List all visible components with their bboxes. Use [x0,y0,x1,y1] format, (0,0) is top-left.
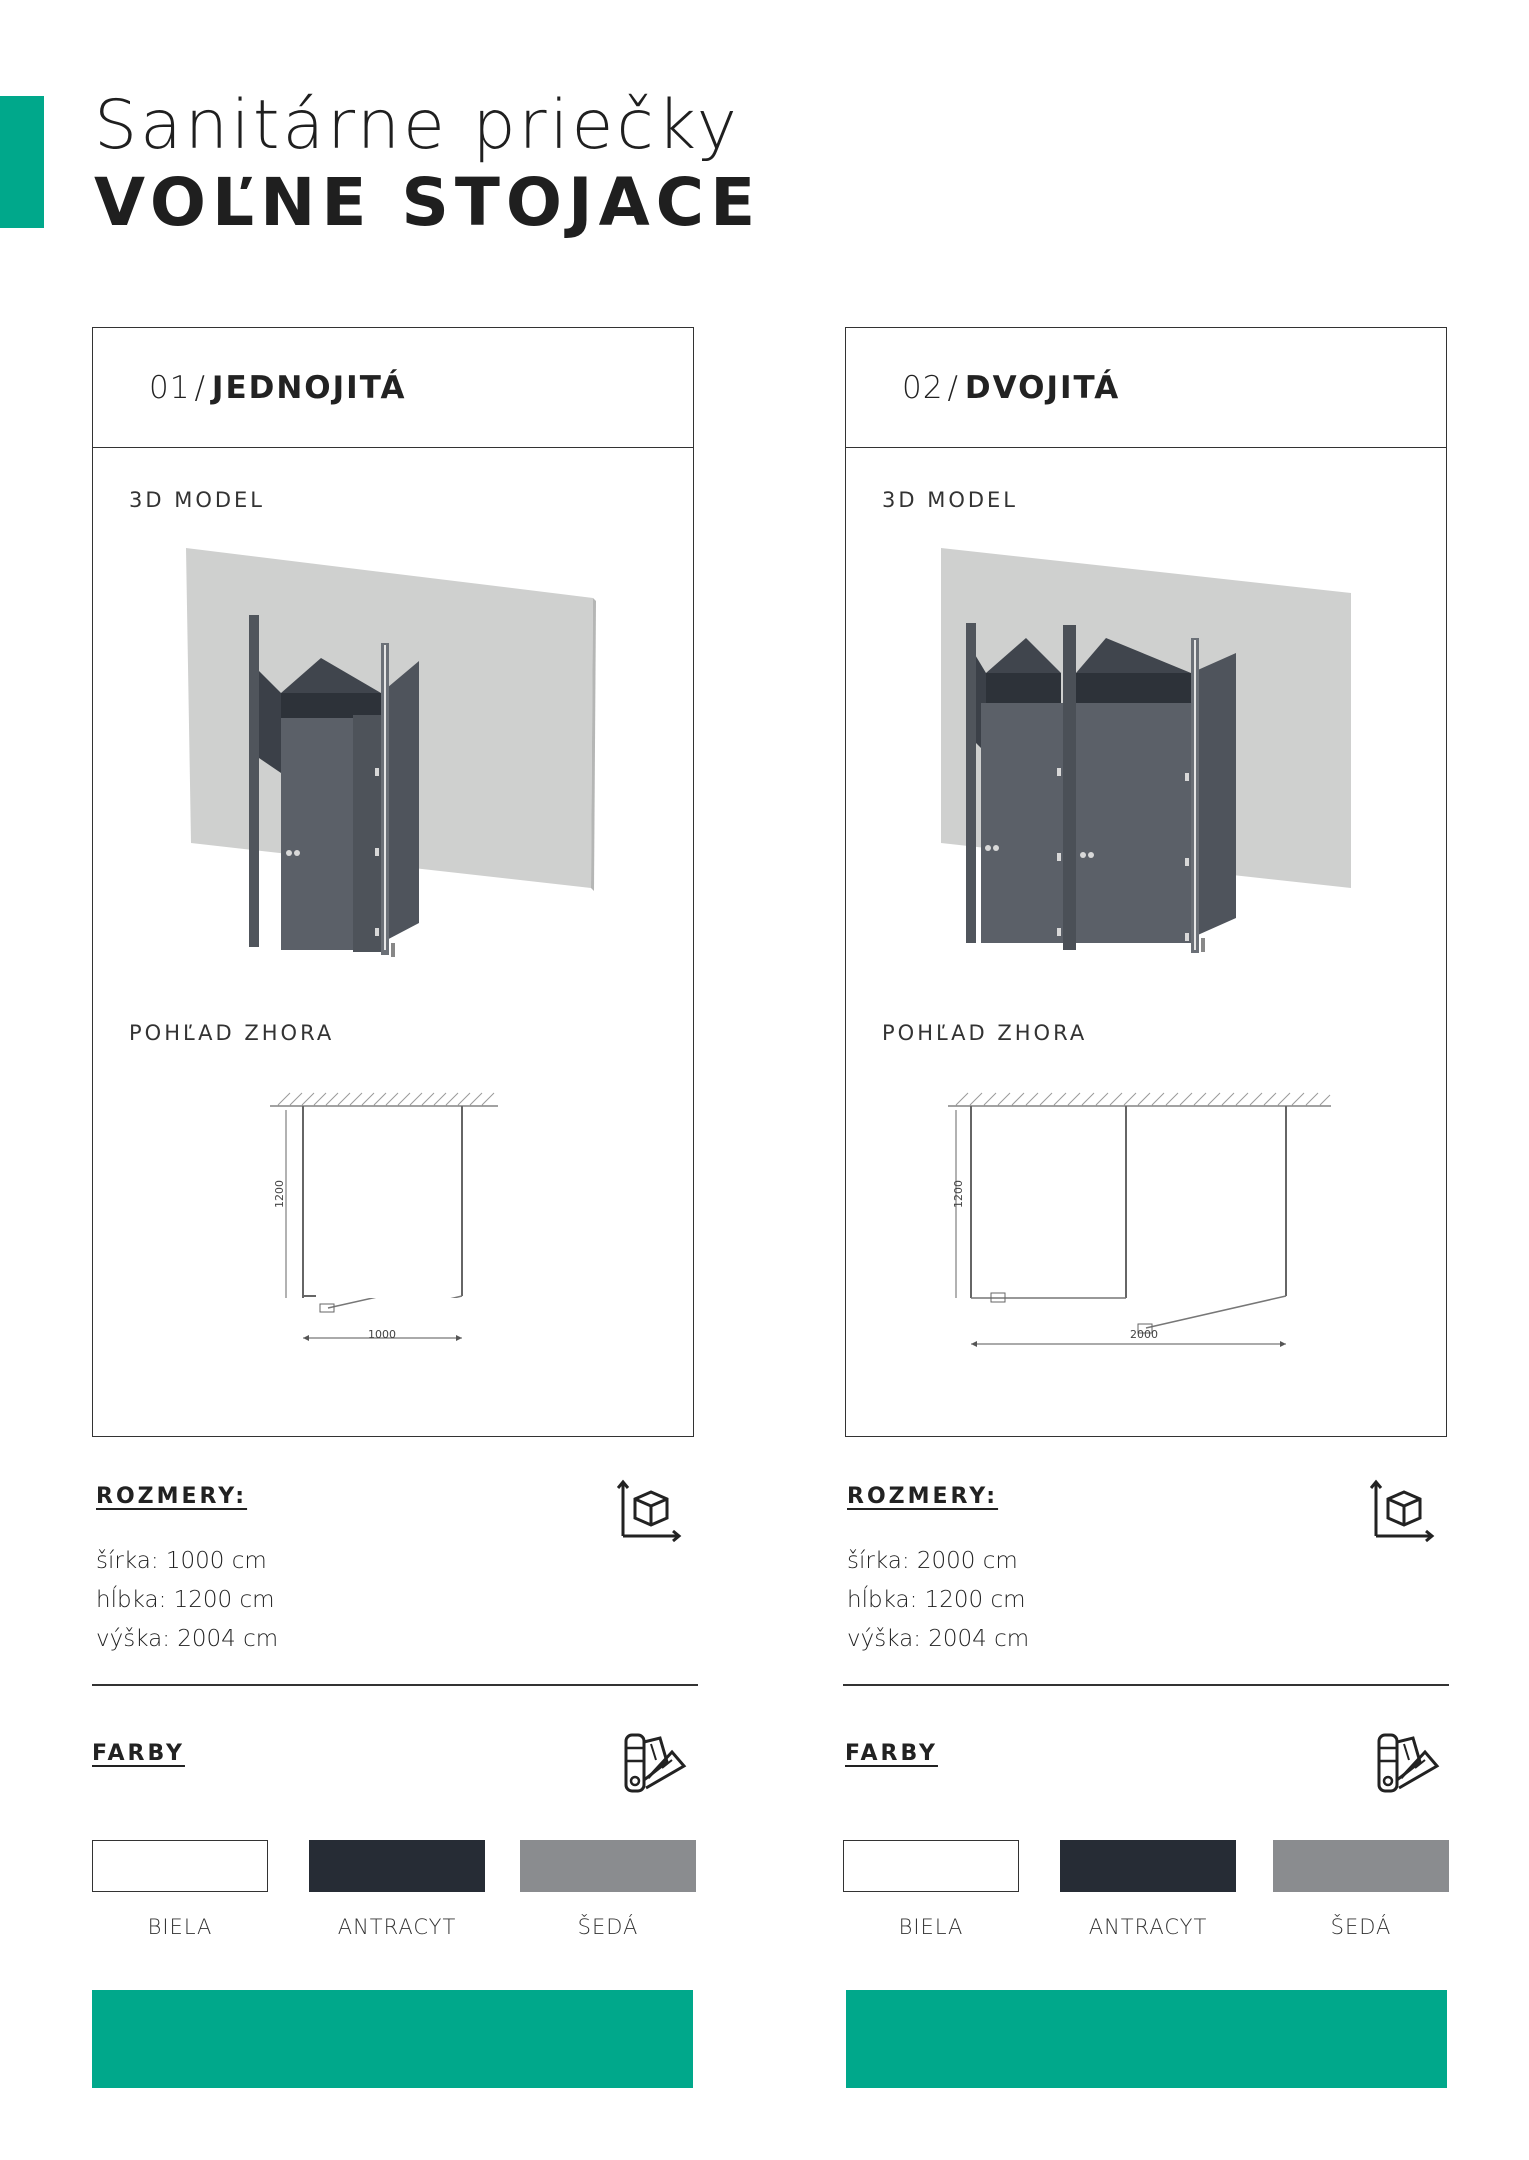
dimension-height: výška: 2004 cm [847,1626,1030,1652]
model-label: 3D MODEL [882,488,1018,512]
dimension-width: šírka: 1000 cm [96,1548,267,1574]
section-divider [92,1684,698,1686]
model-label: 3D MODEL [129,488,265,512]
plan-width-label: 1000 [368,1328,396,1341]
dimensions-heading: ROZMERY: [96,1484,248,1509]
page-title: Sanitárne priečky [94,86,740,165]
swatch-grey [520,1840,696,1892]
cta-bar-single[interactable] [92,1990,693,2088]
plan-depth-label: 1200 [273,1180,286,1208]
dimension-depth: hĺbka: 1200 cm [96,1587,275,1613]
swatch-white [92,1840,268,1892]
plan-label: POHĽAD ZHORA [882,1021,1088,1045]
dimension-width: šírka: 2000 cm [847,1548,1018,1574]
title-separator: / [947,370,959,406]
dimensions-box-icon [1370,1478,1436,1544]
dimensions-heading: ROZMERY: [847,1484,999,1509]
product-name: JEDNOJITÁ [211,370,407,406]
swatch-label-grey: ŠEDÁ [577,1915,639,1939]
section-divider [843,1684,1449,1686]
dimensions-box-icon [617,1478,683,1544]
swatch-label-white: BIELA [898,1915,964,1939]
colors-heading: FARBY [845,1741,938,1766]
swatch-white [843,1840,1019,1892]
title-separator: / [194,370,206,406]
page-subtitle: VOĽNE STOJACE [94,164,762,241]
color-fan-icon [1375,1730,1441,1796]
swatch-grey [1273,1840,1449,1892]
swatch-label-anthracite: ANTRACYT [1088,1915,1208,1939]
colors-heading: FARBY [92,1741,185,1766]
product-info-double [843,0,1453,2160]
swatch-anthracite [309,1840,485,1892]
swatch-label-anthracite: ANTRACYT [337,1915,457,1939]
swatch-label-grey: ŠEDÁ [1330,1915,1392,1939]
product-info-single [92,0,702,2160]
color-fan-icon [622,1730,688,1796]
product-number: 01 [149,370,191,406]
cta-bar-double[interactable] [846,1990,1447,2088]
product-name: DVOJITÁ [964,370,1121,406]
plan-label: POHĽAD ZHORA [129,1021,335,1045]
dimension-depth: hĺbka: 1200 cm [847,1587,1026,1613]
plan-depth-label: 1200 [952,1180,965,1208]
dimensions-list [847,1542,1029,1659]
swatch-label-white: BIELA [147,1915,213,1939]
dimensions-list [96,1542,278,1659]
dimension-height: výška: 2004 cm [96,1626,279,1652]
accent-bar [0,96,44,228]
plan-width-label: 2000 [1130,1328,1158,1341]
swatch-anthracite [1060,1840,1236,1892]
product-number: 02 [902,370,944,406]
